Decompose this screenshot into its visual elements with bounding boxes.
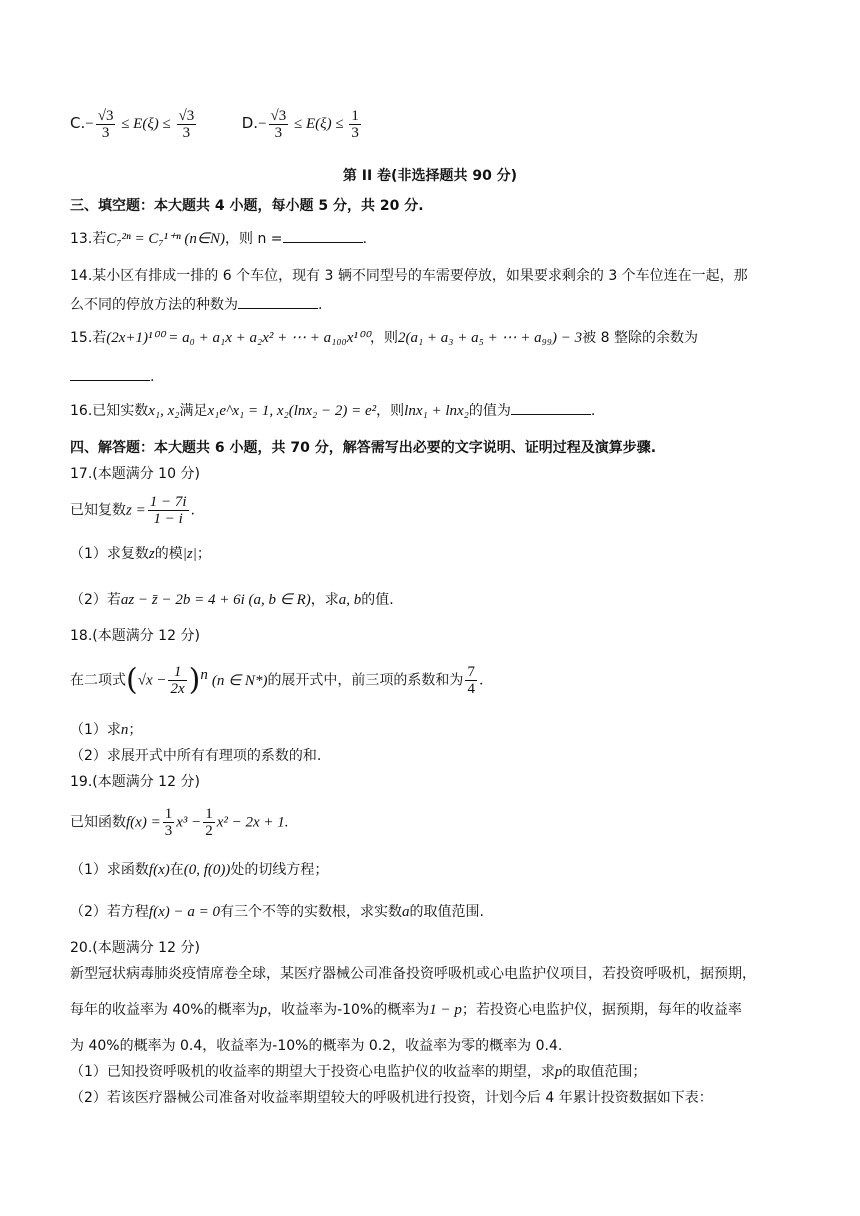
q19-title: 19.(本题满分 12 分) [70, 774, 200, 790]
q16-mid: 满足 [179, 403, 208, 419]
q17-p1-prefix: （1）求复数 [70, 546, 149, 562]
q20-l2-p: p [259, 1002, 268, 1018]
option-d-minus: − [258, 115, 267, 132]
q19-p1-mid: 在 [169, 862, 184, 878]
q19-frac2-den: 2 [205, 823, 213, 839]
question-15-line2 [70, 366, 800, 387]
q18-title: 18.(本题满分 12 分) [70, 628, 200, 644]
q20-l2-q: 1 − p [429, 1002, 462, 1018]
q17-fraction [148, 494, 189, 527]
q17-stem-prefix: 已知复数 [70, 502, 126, 519]
q18-stem-mid: 的展开式中，前三项的系数和为 [267, 672, 464, 689]
q18-fraction-den: 2x [170, 681, 185, 697]
q15-number: 15.若 [70, 330, 107, 346]
q15-expression: (2x+1)¹⁰⁰ = a₀ + a₁x + a₂x² + ⋯ + a₁₀₀x¹⁰⁰ [106, 330, 370, 346]
option-c-frac-left-den: 3 [101, 125, 110, 141]
q14-line2-text: 么不同的停放方法的种数为 [70, 297, 238, 313]
q17-title: 17.(本题满分 10 分) [70, 466, 200, 482]
question-14-line1: 14.某小区有排成一排的 6 个车位，现有 3 辆不同型号的车需要停放，如果要求剩余的 3 个车位连在一起，那 [70, 268, 748, 284]
q19-p2-eq: f(x) − a = 0 [148, 904, 220, 920]
q18-left-paren: ( [126, 662, 138, 698]
q17-p1-mid: 的模 [154, 546, 183, 562]
q16-mid2: ，则 [376, 403, 405, 419]
q14-end: . [318, 297, 323, 313]
q20-part1 [70, 1062, 800, 1082]
q13-expression: C₇²ⁿ = C₇¹⁺ⁿ (n∈N) [106, 231, 225, 247]
q20-p1-p: p [554, 1064, 563, 1080]
option-c-frac-left [96, 108, 116, 141]
q18-fraction2 [465, 664, 477, 697]
q16-expression: x₁e^x₁ = 1, x₂(lnx₂ − 2) = e² [207, 403, 377, 419]
q18-fraction-num: 1 [168, 664, 186, 681]
q18-fraction2-den: 4 [467, 681, 475, 697]
q18-p1-prefix: （1）求 [70, 722, 121, 738]
q16-number: 16.已知实数 [70, 403, 149, 419]
q18-p1-var: n [120, 722, 129, 738]
q17-p2-expr: az − z̄ − 2b = 4 + 6i (a, b ∈ R) [120, 592, 311, 608]
option-d-frac-left-num: √3 [270, 108, 287, 124]
q19-p1-f: f(x) [148, 862, 170, 878]
q17-p2-end: 的值. [361, 592, 394, 608]
q15-end: . [150, 369, 155, 385]
options-row [70, 108, 800, 152]
q20-title: 20.(本题满分 12 分) [70, 940, 200, 956]
option-c-frac-left-num: √3 [97, 108, 114, 124]
q18-right-paren: ) [188, 662, 201, 698]
option-d-frac-right-num: 1 [351, 108, 359, 124]
q20-l2-b: ，收益率为-10%的概率为 [267, 1002, 430, 1018]
option-c-minus: − [85, 115, 94, 132]
q19-frac1-num: 1 [164, 806, 173, 822]
option-c-label: C. [70, 113, 86, 132]
q18-stem-prefix: 在二项式 [70, 672, 126, 689]
q20-line2 [70, 1000, 800, 1020]
q17-part1 [70, 544, 800, 564]
q15-expression2: 2(a₁ + a₃ + a₅ + ⋯ + a₉₉) − 3 [397, 330, 583, 346]
q18-stem-end: . [478, 672, 484, 689]
q18-part2: （2）求展开式中所有有理项的系数的和. [70, 748, 322, 764]
q17-fraction-den: 1 − i [153, 511, 183, 527]
q13-tail: ，则 n = [225, 231, 283, 247]
q13-end: . [362, 231, 367, 247]
q19-frac1 [163, 806, 175, 839]
q19-frac1-den: 3 [164, 823, 173, 839]
q17-p2-mid: ，求 [310, 592, 339, 608]
section3-heading: 三、填空题：本大题共 4 小题，每小题 5 分，共 20 分. [70, 198, 424, 214]
q20-l2-c: ；若投资心电监护仪，据预期，每年的收益率 [461, 1002, 742, 1018]
q15-mid: ，则 [369, 330, 398, 346]
q19-p2-prefix: （2）若方程 [70, 904, 149, 920]
q16-answer-blank [511, 400, 591, 415]
q13-answer-blank [283, 228, 363, 243]
q20-p1-a: （1）已知投资呼吸机的收益率的期望大于投资心电监护仪的收益率的期望，求 [70, 1064, 555, 1080]
q20-line1: 新型冠状病毒肺炎疫情席卷全球，某医疗器械公司准备投资呼吸机或心电监护仪项目，若投资呼吸机，据预期， [70, 966, 756, 982]
q17-p1-end: ； [196, 546, 211, 562]
option-d-frac-left-den: 3 [274, 125, 283, 141]
q20-line3: 为 40%的概率为 0.4，收益率为-10%的概率为 0.2，收益率为零的概率为 0.4. [70, 1038, 563, 1054]
option-c [70, 108, 202, 141]
section4-heading: 四、解答题：本大题共 6 小题，共 70 分，解答需写出必要的文字说明、证明过程及演算步骤. [70, 440, 657, 456]
q19-p2-var: a [401, 904, 410, 920]
q20-part2: （2）若该医疗器械公司准备对收益率期望较大的呼吸机进行投资，计划今后 4 年累计投资数据如下表： [70, 1090, 713, 1106]
q17-fraction-num: 1 − 7i [149, 494, 187, 510]
option-c-frac-right [177, 108, 197, 141]
option-d-label: D. [241, 113, 259, 132]
q17-p1-var: z [148, 546, 155, 562]
q17-p2-vars: a, b [338, 592, 362, 608]
question-15 [70, 328, 800, 348]
q18-fraction [168, 664, 186, 697]
q19-stem-mid1: x³ − [176, 814, 202, 831]
q17-p1-expr: |z| [182, 546, 197, 562]
q15-tail: 被 8 整除的余数为 [582, 330, 698, 346]
option-d [241, 108, 363, 141]
option-d-middle: ≤ E(ξ) ≤ [294, 115, 344, 132]
option-d-frac-right [349, 108, 361, 141]
q17-stem-end: . [190, 502, 195, 519]
q14-answer-blank [238, 294, 318, 309]
q19-stem-prefix: 已知函数 [70, 814, 126, 831]
q18-exponent: n [200, 666, 208, 683]
volume-title: 第 II 卷(非选择题共 90 分) [342, 168, 518, 184]
q19-stem [70, 806, 800, 844]
q17-part2 [70, 590, 800, 610]
q18-condition: (n ∈ N*) [211, 672, 268, 689]
q17-stem [70, 494, 800, 530]
q18-fraction2-num: 7 [467, 664, 475, 680]
q19-p1-end: 处的切线方程； [230, 862, 329, 878]
q20-l2-a: 每年的收益率为 40%的概率为 [70, 1002, 260, 1018]
option-d-frac-left [269, 108, 289, 141]
option-c-middle: ≤ E(ξ) ≤ [121, 115, 171, 132]
question-16 [70, 400, 800, 421]
q19-stem-f: f(x) = [126, 814, 161, 831]
q16-vars: x₁, x₂ [148, 403, 180, 419]
q15-answer-blank [70, 366, 150, 381]
q19-frac2-num: 1 [205, 806, 213, 822]
q18-part1 [70, 720, 800, 740]
q19-p2-mid: 有三个不等的实数根，求实数 [219, 904, 402, 920]
option-c-frac-right-num: √3 [178, 108, 195, 124]
question-13 [70, 228, 800, 249]
q19-stem-mid2: x² − 2x + 1. [216, 814, 289, 831]
q20-p1-b: 的取值范围； [562, 1064, 647, 1080]
q17-p2-prefix: （2）若 [70, 592, 121, 608]
q18-stem [70, 664, 800, 704]
option-d-frac-right-den: 3 [351, 125, 359, 141]
q18-expr-a: √x − [137, 672, 167, 689]
q19-p1-prefix: （1）求函数 [70, 862, 149, 878]
option-c-frac-right-den: 3 [182, 125, 191, 141]
q19-p1-point: (0, f(0)) [183, 862, 231, 878]
q19-p2-end: 的取值范围. [409, 904, 484, 920]
q16-tail: 的值为 [468, 403, 511, 419]
q18-p1-end: ； [128, 722, 143, 738]
q19-frac2 [203, 806, 215, 839]
q19-part1 [70, 860, 800, 880]
q16-end: . [590, 403, 596, 419]
q13-number: 13.若 [70, 231, 107, 247]
q19-part2 [70, 902, 800, 922]
question-14-line2 [70, 294, 800, 315]
q17-stem-var: z = [126, 502, 146, 519]
q16-expression3: lnx₁ + lnx₂ [404, 403, 469, 419]
